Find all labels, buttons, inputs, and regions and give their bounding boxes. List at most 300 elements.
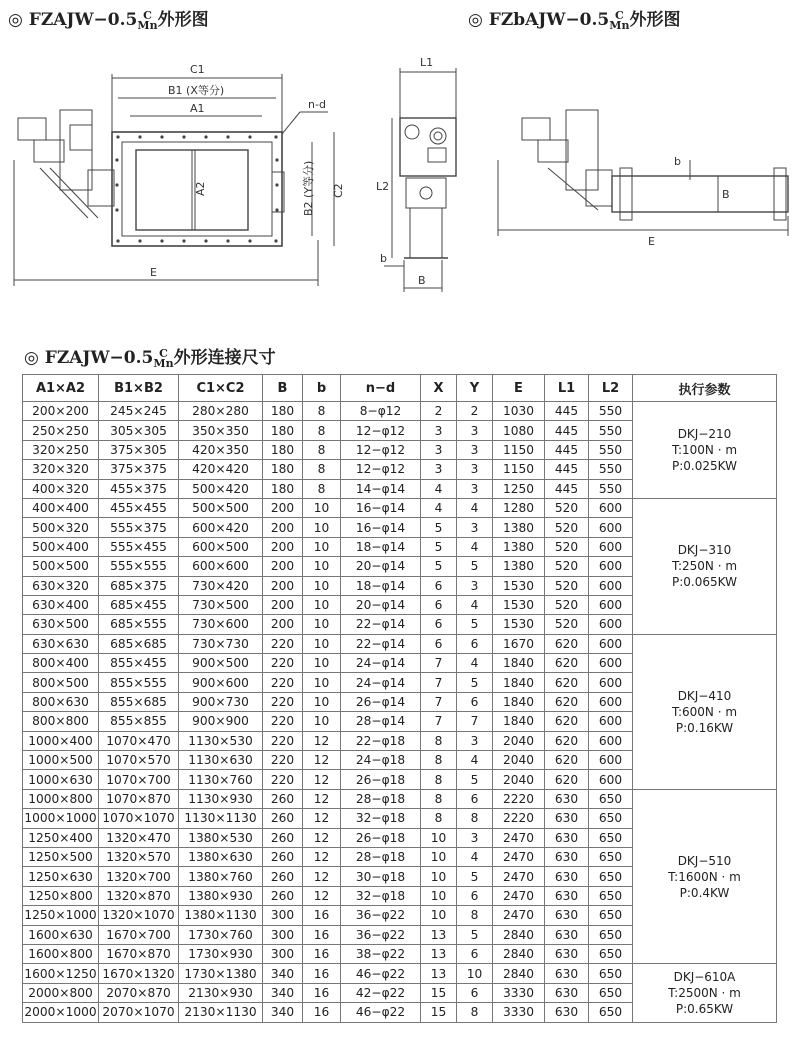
- table-cell: 4: [457, 595, 493, 614]
- table-cell: 3: [457, 731, 493, 750]
- table-cell: 7: [421, 692, 457, 711]
- table-cell: 3: [457, 460, 493, 479]
- table-cell: 2130×1130: [179, 1003, 263, 1022]
- table-cell: 1250×500: [23, 847, 99, 866]
- table-cell: 30−φ18: [341, 867, 421, 886]
- label-c1: C1: [190, 63, 205, 76]
- table-cell: 10: [303, 595, 341, 614]
- table-cell: 16: [303, 925, 341, 944]
- table-cell: 28−φ18: [341, 789, 421, 808]
- table-cell: 1670×1320: [99, 964, 179, 983]
- table-cell: 16: [303, 906, 341, 925]
- table-cell: 8: [303, 440, 341, 459]
- front-view-drawing: [0, 40, 360, 300]
- table-cell: 200: [263, 615, 303, 634]
- table-cell: 260: [263, 789, 303, 808]
- table-cell: 22−φ14: [341, 615, 421, 634]
- table-cell: 600: [589, 770, 633, 789]
- table-cell: 340: [263, 1003, 303, 1022]
- table-cell: 8: [421, 731, 457, 750]
- table-cell: 12: [303, 886, 341, 905]
- table-cell: 600: [589, 692, 633, 711]
- table-cell: 1380×930: [179, 886, 263, 905]
- table-cell: 650: [589, 983, 633, 1002]
- table-cell: 650: [589, 925, 633, 944]
- drawing1-title-suffix: 外形图: [157, 10, 209, 30]
- table-cell: 350×350: [179, 421, 263, 440]
- table-cell: 7: [421, 712, 457, 731]
- table-cell: 900×900: [179, 712, 263, 731]
- table-cell: 8: [303, 402, 341, 421]
- table-cell: 3: [457, 518, 493, 537]
- table-cell: 445: [545, 440, 589, 459]
- table-cell: 650: [589, 906, 633, 925]
- table-cell: 245×245: [99, 402, 179, 421]
- table-cell: 600: [589, 712, 633, 731]
- table-cell: 8−φ12: [341, 402, 421, 421]
- table-cell: 10: [421, 906, 457, 925]
- table-cell: 180: [263, 421, 303, 440]
- fzb-view-drawing: [488, 40, 800, 260]
- table-cell: 5: [457, 867, 493, 886]
- table-cell: 7: [421, 673, 457, 692]
- table-cell: 2: [457, 402, 493, 421]
- table-cell: 1670: [493, 634, 545, 653]
- table-cell: 520: [545, 615, 589, 634]
- table-cell: 685×555: [99, 615, 179, 634]
- table-row: [23, 964, 777, 983]
- table-cell: 6: [457, 983, 493, 1002]
- table-cell: 520: [545, 595, 589, 614]
- table-cell: 2040: [493, 770, 545, 789]
- label-nd: n-d: [308, 98, 326, 111]
- table-cell: 5: [421, 557, 457, 576]
- table-cell: 200: [263, 518, 303, 537]
- table-cell: 6: [421, 634, 457, 653]
- table-cell: 1130×530: [179, 731, 263, 750]
- drawing1-title-sub: Mn: [137, 19, 158, 32]
- table-cell: 12: [303, 847, 341, 866]
- table-cell: 1670×870: [99, 944, 179, 963]
- table-cell: 38−φ22: [341, 944, 421, 963]
- table-cell: 650: [589, 809, 633, 828]
- table-cell: 685×375: [99, 576, 179, 595]
- actuator-box: [400, 118, 456, 176]
- table-cell: 4: [457, 751, 493, 770]
- table-cell: 220: [263, 692, 303, 711]
- table-cell: 12: [303, 867, 341, 886]
- table-cell: 200: [263, 498, 303, 517]
- table-row: [23, 789, 777, 808]
- table-cell: 1840: [493, 692, 545, 711]
- table-cell: 600: [589, 576, 633, 595]
- table-cell: 650: [589, 964, 633, 983]
- table-cell: 1250×400: [23, 828, 99, 847]
- table-cell: 1840: [493, 712, 545, 731]
- table-cell: 550: [589, 421, 633, 440]
- table-cell: 7: [421, 654, 457, 673]
- table-cell: 1250×1000: [23, 906, 99, 925]
- table-cell: 13: [421, 944, 457, 963]
- table-cell: 500×500: [23, 557, 99, 576]
- table-cell: 3330: [493, 983, 545, 1002]
- table-cell: 28−φ18: [341, 847, 421, 866]
- table-cell: 555×455: [99, 537, 179, 556]
- table-cell: 600: [589, 634, 633, 653]
- table-cell: 10: [457, 964, 493, 983]
- table-cell: 2470: [493, 906, 545, 925]
- table-cell: 32−φ18: [341, 886, 421, 905]
- table-cell: 1000×1000: [23, 809, 99, 828]
- table-cell: 36−φ22: [341, 906, 421, 925]
- label-l1: L1: [420, 56, 434, 69]
- table-cell: 2470: [493, 867, 545, 886]
- column-header: n−d: [341, 375, 421, 402]
- table-cell: 5: [421, 518, 457, 537]
- table-cell: 1380: [493, 557, 545, 576]
- table-cell: 445: [545, 421, 589, 440]
- actuator-params-cell: DKJ−510 T:1600N · m P:0.4KW: [633, 789, 777, 964]
- table-cell: 3: [457, 479, 493, 498]
- table-cell: 630: [545, 983, 589, 1002]
- table-cell: 630: [545, 867, 589, 886]
- table-cell: 18−φ14: [341, 576, 421, 595]
- table-cell: 220: [263, 770, 303, 789]
- table-cell: 2220: [493, 809, 545, 828]
- table-cell: 420×350: [179, 440, 263, 459]
- table-cell: 1070×870: [99, 789, 179, 808]
- table-cell: 10: [303, 634, 341, 653]
- table-cell: 8: [421, 789, 457, 808]
- table-cell: 10: [421, 886, 457, 905]
- table-cell: 6: [421, 595, 457, 614]
- table-cell: 6: [457, 886, 493, 905]
- table-cell: 12−φ12: [341, 440, 421, 459]
- table-cell: 1670×700: [99, 925, 179, 944]
- table-cell: 16−φ14: [341, 518, 421, 537]
- table-title-prefix: ◎ FZAJW−0.5: [24, 348, 154, 368]
- table-cell: 46−φ22: [341, 964, 421, 983]
- table-header-row: [23, 375, 777, 402]
- table-cell: 8: [421, 751, 457, 770]
- table-cell: 12: [303, 731, 341, 750]
- table-cell: 550: [589, 479, 633, 498]
- table-cell: 5: [457, 615, 493, 634]
- table-cell: 180: [263, 460, 303, 479]
- table-cell: 16: [303, 944, 341, 963]
- table-cell: 800×500: [23, 673, 99, 692]
- table-cell: 1070×700: [99, 770, 179, 789]
- table-cell: 855×455: [99, 654, 179, 673]
- table-cell: 1130×760: [179, 770, 263, 789]
- table-cell: 18−φ14: [341, 537, 421, 556]
- label-b-big: B: [418, 274, 426, 287]
- table-cell: 2040: [493, 751, 545, 770]
- table-cell: 320×320: [23, 460, 99, 479]
- drawing2-title-sub: Mn: [609, 19, 630, 32]
- table-cell: 600: [589, 751, 633, 770]
- table-cell: 4: [421, 479, 457, 498]
- table-cell: 20−φ14: [341, 595, 421, 614]
- table-cell: 42−φ22: [341, 983, 421, 1002]
- table-cell: 220: [263, 654, 303, 673]
- table-cell: 600×420: [179, 518, 263, 537]
- table-cell: 1070×570: [99, 751, 179, 770]
- table-cell: 1320×1070: [99, 906, 179, 925]
- table-cell: 28−φ14: [341, 712, 421, 731]
- table-cell: 855×555: [99, 673, 179, 692]
- table-cell: 6: [421, 576, 457, 595]
- table-cell: 650: [589, 789, 633, 808]
- column-header: L2: [589, 375, 633, 402]
- table-cell: 260: [263, 847, 303, 866]
- table-cell: 15: [421, 1003, 457, 1022]
- side-view-drawing: [370, 40, 480, 300]
- table-cell: 855×685: [99, 692, 179, 711]
- table-cell: 36−φ22: [341, 925, 421, 944]
- table-cell: 8: [303, 421, 341, 440]
- table-cell: 5: [457, 673, 493, 692]
- table-cell: 4: [457, 498, 493, 517]
- label-b1: B1 (X等分): [168, 84, 225, 97]
- table-cell: 12: [303, 770, 341, 789]
- table-cell: 10: [303, 498, 341, 517]
- table-cell: 1730×760: [179, 925, 263, 944]
- column-header: B: [263, 375, 303, 402]
- column-header: E: [493, 375, 545, 402]
- table-cell: 8: [457, 1003, 493, 1022]
- table-cell: 280×280: [179, 402, 263, 421]
- table-cell: 800×400: [23, 654, 99, 673]
- table-cell: 550: [589, 440, 633, 459]
- label-l2: L2: [376, 180, 390, 193]
- table-cell: 260: [263, 809, 303, 828]
- table-cell: 12−φ12: [341, 421, 421, 440]
- table-cell: 630×630: [23, 634, 99, 653]
- table-cell: 445: [545, 460, 589, 479]
- table-cell: 24−φ18: [341, 751, 421, 770]
- table-cell: 2000×800: [23, 983, 99, 1002]
- table-cell: 1320×570: [99, 847, 179, 866]
- table-cell: 1150: [493, 460, 545, 479]
- table-cell: 550: [589, 402, 633, 421]
- table-cell: 600: [589, 595, 633, 614]
- table-cell: 24−φ14: [341, 673, 421, 692]
- table-cell: 800×630: [23, 692, 99, 711]
- table-cell: 16: [303, 1003, 341, 1022]
- table-cell: 1380×530: [179, 828, 263, 847]
- table-cell: 630: [545, 828, 589, 847]
- table-cell: 630: [545, 925, 589, 944]
- table-cell: 46−φ22: [341, 1003, 421, 1022]
- table-cell: 1000×800: [23, 789, 99, 808]
- table-cell: 400×400: [23, 498, 99, 517]
- table-cell: 10: [303, 654, 341, 673]
- table-cell: 1250: [493, 479, 545, 498]
- table-cell: 12−φ12: [341, 460, 421, 479]
- table-cell: 630: [545, 789, 589, 808]
- table-cell: 13: [421, 964, 457, 983]
- table-cell: 630: [545, 906, 589, 925]
- table-cell: 600: [589, 557, 633, 576]
- table-cell: 620: [545, 673, 589, 692]
- table-cell: 1150: [493, 440, 545, 459]
- table-cell: 10: [421, 828, 457, 847]
- table-cell: 2470: [493, 847, 545, 866]
- table-cell: 375×375: [99, 460, 179, 479]
- table-row: [23, 634, 777, 653]
- label-e: E: [150, 266, 157, 279]
- table-cell: 900×600: [179, 673, 263, 692]
- table-cell: 24−φ14: [341, 654, 421, 673]
- table-cell: 3: [457, 576, 493, 595]
- table-cell: 14−φ14: [341, 479, 421, 498]
- column-header: 执行参数: [633, 375, 777, 402]
- table-cell: 620: [545, 751, 589, 770]
- table-cell: 620: [545, 712, 589, 731]
- table-cell: 1380×760: [179, 867, 263, 886]
- table-cell: 1280: [493, 498, 545, 517]
- table-cell: 12: [303, 789, 341, 808]
- table-cell: 1030: [493, 402, 545, 421]
- table-cell: 520: [545, 576, 589, 595]
- table-cell: 340: [263, 964, 303, 983]
- table-cell: 555×555: [99, 557, 179, 576]
- table-cell: 1380×630: [179, 847, 263, 866]
- table-cell: 220: [263, 634, 303, 653]
- table-cell: 4: [421, 498, 457, 517]
- table-cell: 630: [545, 1003, 589, 1022]
- table-cell: 4: [457, 847, 493, 866]
- table-cell: 300: [263, 906, 303, 925]
- table-cell: 180: [263, 402, 303, 421]
- table-title-sup: C: [159, 347, 168, 360]
- table-cell: 630×500: [23, 615, 99, 634]
- table-cell: 3: [457, 828, 493, 847]
- table-cell: 5: [457, 925, 493, 944]
- column-header: B1×B2: [99, 375, 179, 402]
- table-cell: 10: [303, 537, 341, 556]
- table-cell: 500×400: [23, 537, 99, 556]
- table-cell: 630×400: [23, 595, 99, 614]
- table-cell: 730×500: [179, 595, 263, 614]
- table-cell: 26−φ18: [341, 770, 421, 789]
- table-title: [24, 343, 276, 369]
- table-cell: 260: [263, 886, 303, 905]
- table-cell: 400×320: [23, 479, 99, 498]
- table-cell: 10: [303, 712, 341, 731]
- label-c2: C2: [332, 183, 345, 198]
- table-cell: 520: [545, 537, 589, 556]
- table-cell: 2470: [493, 828, 545, 847]
- table-cell: 8: [457, 809, 493, 828]
- table-cell: 600: [589, 518, 633, 537]
- table-cell: 620: [545, 634, 589, 653]
- table-cell: 1000×500: [23, 751, 99, 770]
- table-cell: 730×730: [179, 634, 263, 653]
- table-cell: 200: [263, 537, 303, 556]
- table-cell: 4: [457, 537, 493, 556]
- table-cell: 22−φ18: [341, 731, 421, 750]
- table-cell: 4: [457, 654, 493, 673]
- table-cell: 500×500: [179, 498, 263, 517]
- table-cell: 10: [303, 673, 341, 692]
- table-cell: 6: [457, 944, 493, 963]
- table-cell: 800×800: [23, 712, 99, 731]
- table-cell: 200: [263, 557, 303, 576]
- table-cell: 900×500: [179, 654, 263, 673]
- table-cell: 455×455: [99, 498, 179, 517]
- table-cell: 620: [545, 692, 589, 711]
- table-cell: 650: [589, 1003, 633, 1022]
- table-cell: 300: [263, 944, 303, 963]
- label-a1: A1: [190, 102, 205, 115]
- table-cell: 520: [545, 557, 589, 576]
- table-cell: 10: [303, 692, 341, 711]
- column-header: L1: [545, 375, 589, 402]
- table-cell: 1530: [493, 615, 545, 634]
- table-cell: 1000×400: [23, 731, 99, 750]
- table-cell: 10: [421, 847, 457, 866]
- table-title-sub: Mn: [153, 357, 174, 370]
- label-b-small-2: b: [674, 155, 681, 168]
- table-cell: 180: [263, 440, 303, 459]
- table-cell: 555×375: [99, 518, 179, 537]
- table-cell: 15: [421, 983, 457, 1002]
- table-cell: 630: [545, 886, 589, 905]
- table-cell: 550: [589, 460, 633, 479]
- column-header: Y: [457, 375, 493, 402]
- table-cell: 6: [457, 789, 493, 808]
- table-cell: 730×420: [179, 576, 263, 595]
- table-cell: 8: [457, 906, 493, 925]
- dimension-table: [22, 374, 777, 1023]
- table-cell: 8: [303, 479, 341, 498]
- table-cell: 8: [421, 809, 457, 828]
- table-cell: 445: [545, 479, 589, 498]
- table-cell: 600×600: [179, 557, 263, 576]
- table-cell: 16: [303, 964, 341, 983]
- table-cell: 10: [303, 557, 341, 576]
- drawing2-title: [468, 5, 680, 31]
- table-cell: 620: [545, 770, 589, 789]
- table-cell: 2470: [493, 886, 545, 905]
- table-cell: 6: [457, 634, 493, 653]
- table-cell: 32−φ18: [341, 809, 421, 828]
- table-cell: 220: [263, 731, 303, 750]
- table-cell: 520: [545, 518, 589, 537]
- table-cell: 600: [589, 498, 633, 517]
- table-cell: 1380×1130: [179, 906, 263, 925]
- label-b-big-2: B: [722, 188, 730, 201]
- table-cell: 420×420: [179, 460, 263, 479]
- table-cell: 730×600: [179, 615, 263, 634]
- drawing1-title-prefix: ◎ FZAJW−0.5: [8, 10, 138, 30]
- actuator-params-cell: DKJ−210 T:100N · m P:0.025KW: [633, 402, 777, 499]
- table-cell: 10: [421, 867, 457, 886]
- table-cell: 20−φ14: [341, 557, 421, 576]
- table-cell: 1320×470: [99, 828, 179, 847]
- table-cell: 3: [457, 421, 493, 440]
- table-cell: 10: [303, 615, 341, 634]
- table-cell: 305×305: [99, 421, 179, 440]
- table-cell: 650: [589, 944, 633, 963]
- column-header: b: [303, 375, 341, 402]
- table-cell: 620: [545, 731, 589, 750]
- table-cell: 600: [589, 537, 633, 556]
- table-cell: 5: [457, 557, 493, 576]
- drawing1-title: [8, 5, 209, 31]
